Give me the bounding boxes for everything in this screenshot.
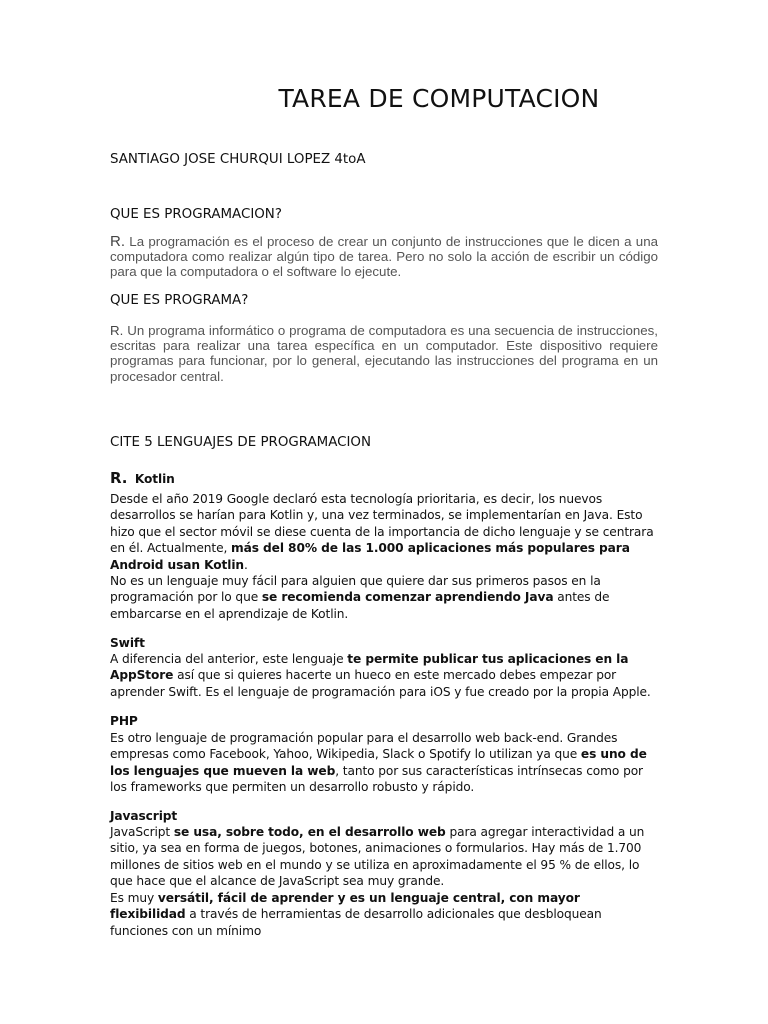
- php-text-2: , tanto por sus características intrínsecas como por los frameworks que permiten un desarrollo robusto y rápido.: [110, 763, 643, 795]
- document-title: TAREA DE COMPUTACION: [278, 84, 600, 113]
- swift-text-2: así que si quieres hacerte un hueco en este mercado debes empezar por aprender Swift. Es el lenguaje de programación para iOS y fue creado por la propia Apple.: [110, 668, 651, 699]
- question-1: QUE ES PROGRAMACION?: [110, 207, 282, 222]
- answer-2-marker: R.: [110, 323, 124, 338]
- javascript-text-4: a través de herramientas de desarrollo adicionales que desbloquean funciones con un mínimo: [110, 907, 602, 938]
- kotlin-text-2: .: [244, 557, 248, 572]
- kotlin-text-1: Desde el año 2019 Google declaró esta tecnología prioritaria, es decir, los nuevos desarrollos se harían para Kotlin y, una vez terminados, se implementarían en Java. Esto hizo que el sector móvil se diese cuenta de la importancia de dicho lenguaje y se centrara en él. Actualmente,: [110, 492, 654, 556]
- kotlin-bold-1: más del 80% de las 1.000 aplicaciones más populares para Android usan Kotlin: [110, 541, 630, 572]
- php-text-1: Es otro lenguaje de programación popular para el desarrollo web back-end. Grandes empresas como Facebook, Yahoo, Wikipedia, Slack o Spotify lo utilizan ya que: [110, 731, 618, 762]
- answer-2-text: Un programa informático o programa de computadora es una secuencia de instrucciones, escritas para realizar una tarea específica en un computador. Este dispositivo requiere programas para funcionar, por lo general, ejecutando las instrucciones del programa en un procesador central.: [110, 323, 658, 384]
- answer-1-marker: R.: [110, 233, 125, 250]
- kotlin-heading: Kotlin: [134, 472, 175, 486]
- php-bold-1: es uno de los lenguajes que mueven la web: [110, 747, 647, 778]
- kotlin-paragraph-2: [110, 573, 658, 622]
- javascript-paragraph-1: [110, 824, 658, 890]
- question-2: QUE ES PROGRAMA?: [110, 293, 249, 308]
- answer-2: [110, 323, 658, 384]
- question-3: CITE 5 LENGUAJES DE PROGRAMACION: [110, 435, 371, 450]
- php-paragraph: [110, 730, 658, 796]
- javascript-text-1: JavaScript: [110, 825, 174, 839]
- swift-heading: Swift: [110, 636, 145, 650]
- javascript-text-3: Es muy: [110, 891, 158, 905]
- swift-paragraph: [110, 651, 658, 700]
- kotlin-bold-2: se recomienda comenzar aprendiendo Java: [261, 590, 554, 605]
- javascript-heading: Javascript: [110, 809, 178, 823]
- kotlin-text-3: No es un lenguaje muy fácil para alguien que quiere dar sus primeros pasos en la programación por lo que: [110, 574, 601, 605]
- php-heading: PHP: [110, 714, 138, 728]
- answer-3-marker: R.: [110, 469, 128, 487]
- answer-1-text: La programación es el proceso de crear un conjunto de instrucciones que le dicen a una computadora como realizar algún tipo de tarea. Pero no solo la acción de escribir un código para que la computadora o el software lo ejecute.: [110, 234, 658, 280]
- javascript-bold-1: se usa, sobre todo, en el desarrollo web: [173, 825, 446, 839]
- swift-bold-1: te permite publicar tus aplicaciones en la AppStore: [110, 652, 629, 683]
- swift-text-1: A diferencia del anterior, este lenguaje: [110, 652, 348, 666]
- javascript-paragraph-2: [110, 890, 658, 939]
- kotlin-paragraph-1: [110, 491, 658, 573]
- kotlin-text-4: antes de embarcarse en el aprendizaje de Kotlin.: [110, 590, 610, 621]
- author-line: SANTIAGO JOSE CHURQUI LOPEZ 4toA: [110, 152, 366, 167]
- javascript-bold-2: versátil, fácil de aprender y es un lenguaje central, con mayor flexibilidad: [110, 891, 580, 922]
- javascript-text-2: para agregar interactividad a un sitio, ya sea en forma de juegos, botones, animaciones o formularios. Hay más de 1.700 millones de sitios web en el mundo y se utiliza en aproximadamente el 95 % de ellos, lo que hace que el alcance de JavaScript sea muy grande.: [110, 825, 645, 889]
- answer-1: [110, 234, 658, 280]
- answer-3-header: [110, 470, 658, 487]
